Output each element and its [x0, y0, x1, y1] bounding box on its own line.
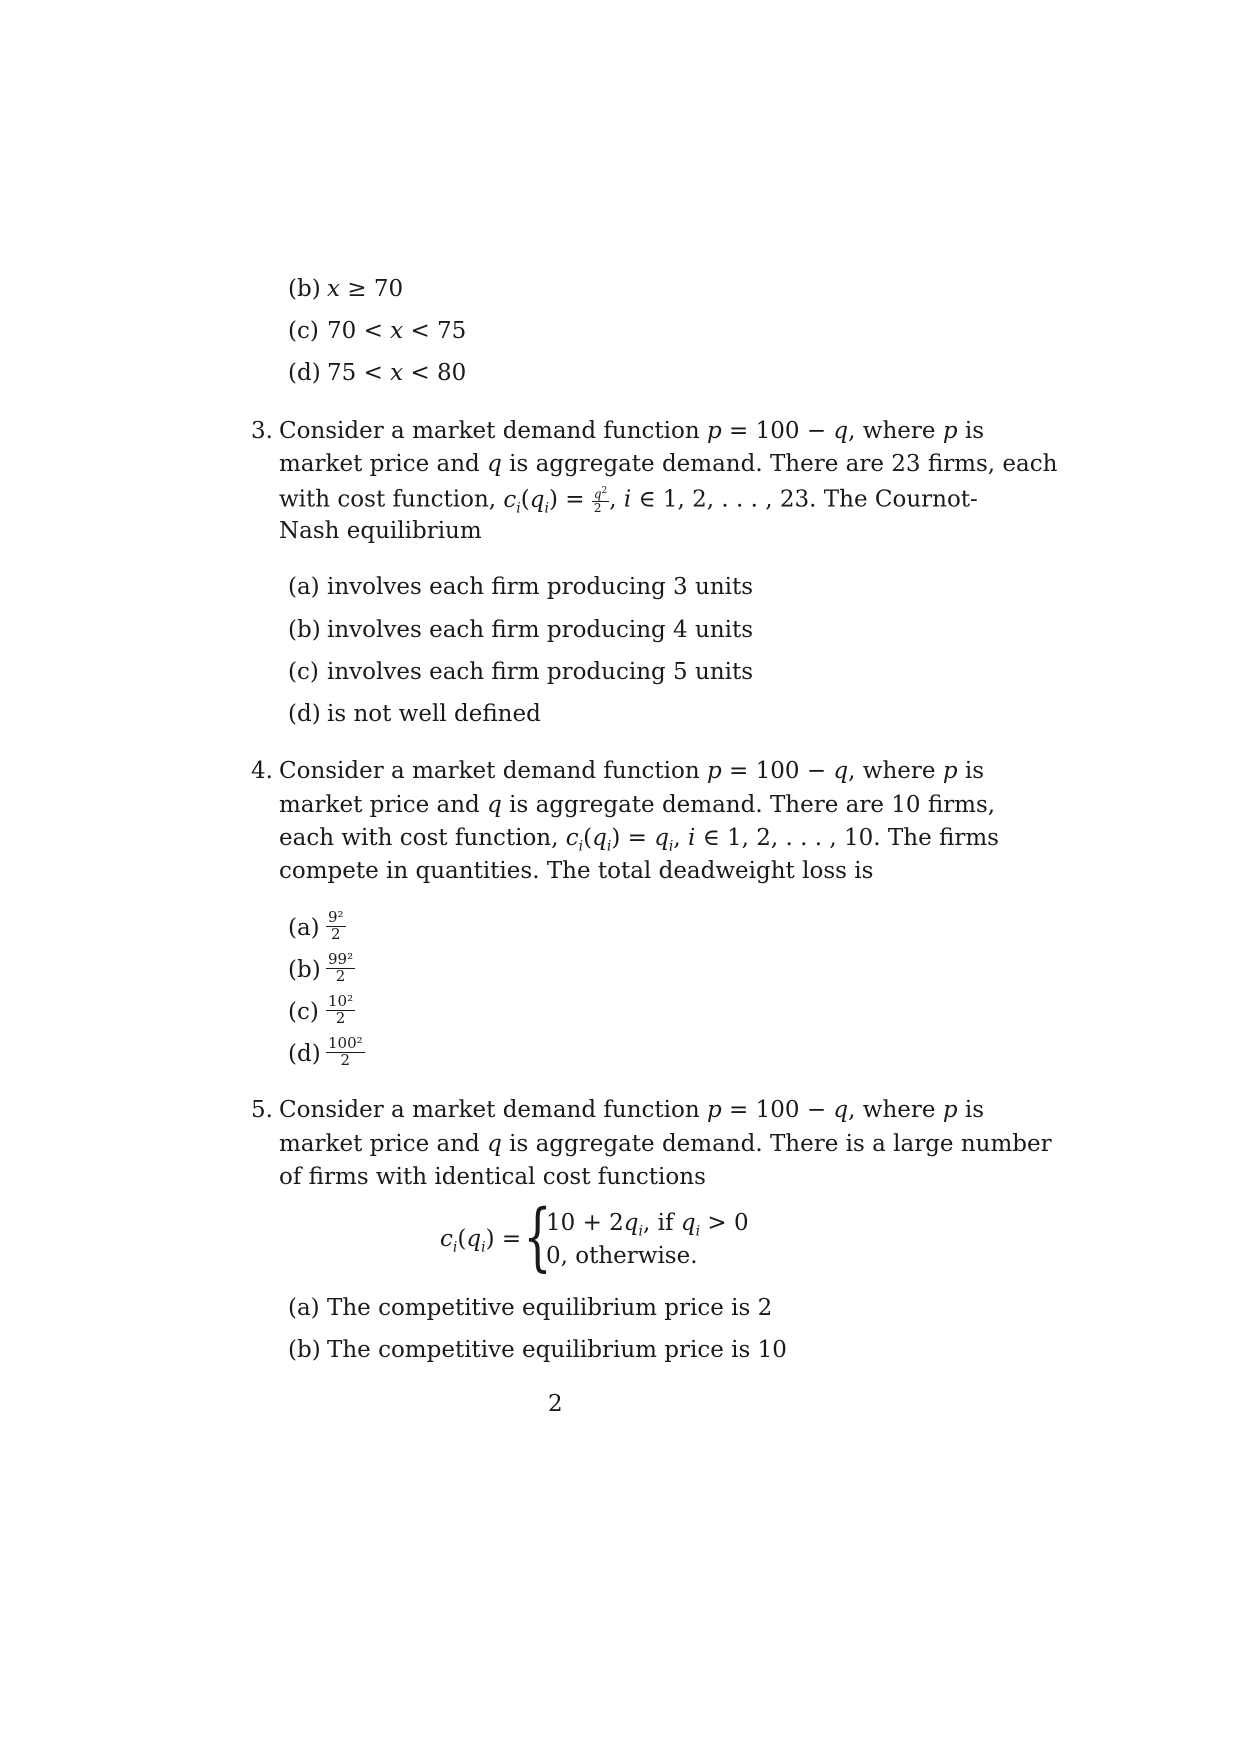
question-text-line: of firms with identical cost functions: [279, 1164, 706, 1190]
option-label: (b): [288, 1337, 321, 1363]
question-text-line: compete in quantities. The total deadweight loss is: [279, 858, 874, 884]
question-text-line: market price and q is aggregate demand. There is a large number: [279, 1131, 1052, 1157]
option-text: involves each firm producing 3 units: [327, 574, 754, 600]
question-text-line: with cost function, $c_i(q_i)$ = $\frac{q^2}{2}$ , i ∈ 1, 2, . . . , 23. The Cournot-: [279, 486, 978, 517]
option-text: The competitive equilibrium price is 2: [327, 1295, 773, 1321]
option-label: (a): [288, 574, 320, 600]
question-text-line: market price and q is aggregate demand. There are 10 firms,: [279, 792, 996, 818]
option-text: x ≥ 70: [327, 276, 404, 302]
option-label: (a): [288, 915, 320, 941]
option-text: The competitive equilibrium price is 10: [327, 1337, 787, 1363]
left-brace: {: [523, 1194, 552, 1280]
option-fraction: $\frac{\text{99²}}{2}$: [328, 950, 354, 985]
cost-case-2: 0, otherwise.: [546, 1243, 698, 1269]
page-number: 2: [548, 1391, 563, 1417]
question-text-line: Consider a market demand function p = 100 − q, where p is: [279, 758, 985, 784]
question-number: 3.: [251, 418, 273, 444]
question-text-line: Consider a market demand function p = 100 − q, where p is: [279, 1097, 985, 1123]
option-text: 75 < x < 80: [327, 360, 467, 386]
option-label: (d): [288, 1041, 321, 1067]
fraction: $\frac{q^2}{2}$: [593, 486, 608, 515]
option-label: (b): [288, 957, 321, 983]
question-text-line: Nash equilibrium: [279, 518, 482, 544]
option-text: involves each firm producing 5 units: [327, 659, 754, 685]
option-label: (c): [288, 659, 319, 685]
option-label: (a): [288, 1295, 320, 1321]
option-label: (c): [288, 318, 319, 344]
option-text: is not well defined: [327, 701, 541, 727]
option-fraction: $\frac{\text{9²}}{2}$: [328, 908, 344, 943]
option-label: (d): [288, 701, 321, 727]
option-label: (d): [288, 360, 321, 386]
cost-function-lhs: $c_i(q_i)$ =: [440, 1226, 522, 1256]
option-label: (b): [288, 276, 321, 302]
option-label: (b): [288, 617, 321, 643]
question-number: 4.: [251, 758, 273, 784]
option-fraction: $\frac{\text{100²}}{2}$: [328, 1034, 363, 1069]
option-label: (c): [288, 999, 319, 1025]
cost-case-1: $10 + 2q_i$, if $q_i > 0$: [546, 1210, 749, 1240]
question-text-line: Consider a market demand function p = 100 − q, where p is: [279, 418, 985, 444]
option-text: 70 < x < 75: [327, 318, 467, 344]
option-fraction: $\frac{\text{10²}}{2}$: [328, 992, 354, 1027]
question-number: 5.: [251, 1097, 273, 1123]
option-text: involves each firm producing 4 units: [327, 617, 754, 643]
question-text-line: each with cost function, $c_i(q_i) = q_i$, i ∈ 1, 2, . . . , 10. The firms: [279, 825, 999, 855]
question-text-line: market price and q is aggregate demand. There are 23 firms, each: [279, 451, 1058, 477]
